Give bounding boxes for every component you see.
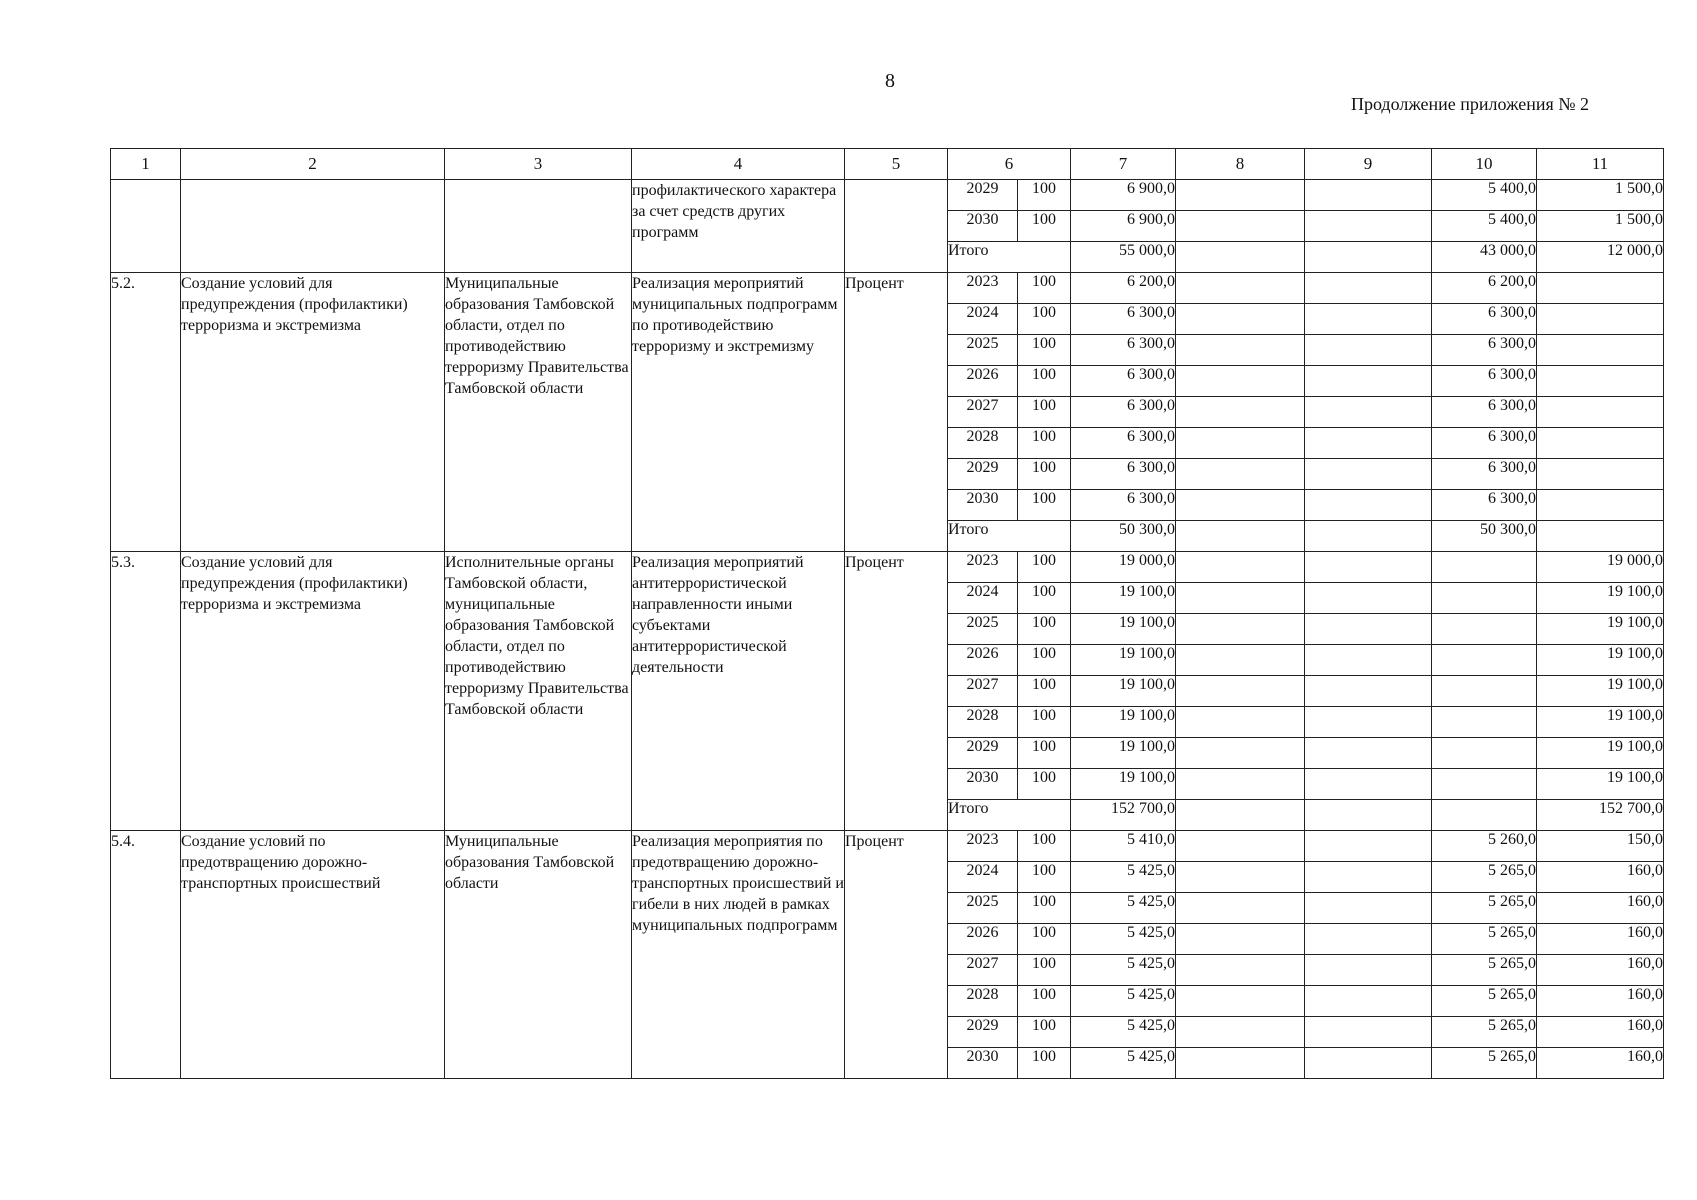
amount-col8-cell — [1176, 769, 1305, 800]
amount-col9-cell — [1305, 180, 1432, 211]
amount-col9-cell — [1305, 211, 1432, 242]
percent-cell: 100 — [1018, 335, 1071, 366]
total-col9-cell — [1305, 242, 1432, 273]
total-col11-cell — [1537, 521, 1664, 552]
amount-col11-cell: 19 100,0 — [1537, 614, 1664, 645]
table-row — [111, 831, 1664, 862]
percent-cell: 100 — [1018, 614, 1071, 645]
amount-col9-cell — [1305, 304, 1432, 335]
amount-col11-cell — [1537, 397, 1664, 428]
amount-col10-cell — [1432, 614, 1537, 645]
percent-cell: 100 — [1018, 428, 1071, 459]
amount-col9-cell — [1305, 924, 1432, 955]
amount-total-cell: 6 300,0 — [1071, 428, 1176, 459]
amount-total-cell: 6 200,0 — [1071, 273, 1176, 304]
amount-total-cell: 6 300,0 — [1071, 459, 1176, 490]
year-cell: 2030 — [948, 1048, 1018, 1079]
column-number-row — [111, 149, 1664, 180]
amount-col11-cell: 160,0 — [1537, 924, 1664, 955]
activity-cell: Реализация мероприятий антитеррористической направленности иными субъектами антитеррористической деятельности — [632, 552, 845, 831]
percent-cell: 100 — [1018, 955, 1071, 986]
amount-col8-cell — [1176, 1048, 1305, 1079]
amount-total-cell: 5 425,0 — [1071, 1048, 1176, 1079]
amount-col8-cell — [1176, 397, 1305, 428]
amount-col8-cell — [1176, 304, 1305, 335]
amount-col11-cell: 160,0 — [1537, 1048, 1664, 1079]
amount-col11-cell: 150,0 — [1537, 831, 1664, 862]
amount-col10-cell: 6 300,0 — [1432, 335, 1537, 366]
amount-col8-cell — [1176, 924, 1305, 955]
amount-col9-cell — [1305, 831, 1432, 862]
amount-col9-cell — [1305, 769, 1432, 800]
amount-col8-cell — [1176, 831, 1305, 862]
amount-col11-cell: 160,0 — [1537, 986, 1664, 1017]
amount-col11-cell: 160,0 — [1537, 955, 1664, 986]
year-cell: 2024 — [948, 583, 1018, 614]
amount-col9-cell — [1305, 335, 1432, 366]
amount-col11-cell: 19 100,0 — [1537, 645, 1664, 676]
row-number-cell: 5.3. — [111, 552, 181, 831]
amount-col10-cell: 5 265,0 — [1432, 986, 1537, 1017]
amount-col9-cell — [1305, 1017, 1432, 1048]
amount-total-cell: 19 100,0 — [1071, 769, 1176, 800]
percent-cell: 100 — [1018, 924, 1071, 955]
measure-name-cell: Создание условий по предотвращению дорожно-транспортных происшествий — [181, 831, 445, 1079]
percent-cell: 100 — [1018, 986, 1071, 1017]
amount-col11-cell — [1537, 428, 1664, 459]
total-label: Итого — [948, 521, 1071, 552]
amount-total-cell: 19 000,0 — [1071, 552, 1176, 583]
unit-cell — [845, 180, 948, 273]
amount-total-cell: 19 100,0 — [1071, 738, 1176, 769]
amount-col9-cell — [1305, 428, 1432, 459]
amount-col11-cell — [1537, 490, 1664, 521]
year-cell: 2023 — [948, 831, 1018, 862]
amount-col10-cell: 5 400,0 — [1432, 211, 1537, 242]
total-col8-cell — [1176, 242, 1305, 273]
amount-col8-cell — [1176, 459, 1305, 490]
executor-cell: Исполнительные органы Тамбовской области, муниципальные образования Тамбовской области, отдел по противодействию терроризму Правительства Тамбовской области — [445, 552, 632, 831]
amount-col10-cell: 5 400,0 — [1432, 180, 1537, 211]
table-body — [111, 180, 1664, 1079]
amount-col9-cell — [1305, 490, 1432, 521]
total-amount-cell: 152 700,0 — [1071, 800, 1176, 831]
year-cell: 2024 — [948, 304, 1018, 335]
measure-name-cell: Создание условий для предупреждения (профилактики) терроризма и экстремизма — [181, 273, 445, 552]
amount-col8-cell — [1176, 676, 1305, 707]
amount-total-cell: 5 425,0 — [1071, 1017, 1176, 1048]
measure-name-cell — [181, 180, 445, 273]
year-cell: 2030 — [948, 769, 1018, 800]
percent-cell: 100 — [1018, 738, 1071, 769]
amount-col8-cell — [1176, 211, 1305, 242]
column-header: 8 — [1176, 149, 1305, 180]
amount-col8-cell — [1176, 645, 1305, 676]
amount-col8-cell — [1176, 614, 1305, 645]
year-cell: 2023 — [948, 552, 1018, 583]
total-col9-cell — [1305, 800, 1432, 831]
amount-col9-cell — [1305, 459, 1432, 490]
percent-cell: 100 — [1018, 707, 1071, 738]
year-cell: 2028 — [948, 428, 1018, 459]
amount-col11-cell — [1537, 273, 1664, 304]
amount-col9-cell — [1305, 614, 1432, 645]
percent-cell: 100 — [1018, 893, 1071, 924]
amount-col8-cell — [1176, 738, 1305, 769]
amount-col10-cell — [1432, 676, 1537, 707]
amount-col11-cell: 160,0 — [1537, 862, 1664, 893]
amount-col8-cell — [1176, 552, 1305, 583]
year-cell: 2027 — [948, 397, 1018, 428]
amount-col9-cell — [1305, 552, 1432, 583]
year-cell: 2023 — [948, 273, 1018, 304]
unit-cell: Процент — [845, 831, 948, 1079]
executor-cell: Муниципальные образования Тамбовской области — [445, 831, 632, 1079]
year-cell: 2029 — [948, 1017, 1018, 1048]
total-col10-cell: 50 300,0 — [1432, 521, 1537, 552]
percent-cell: 100 — [1018, 1048, 1071, 1079]
percent-cell: 100 — [1018, 211, 1071, 242]
amount-col8-cell — [1176, 893, 1305, 924]
amount-total-cell: 5 425,0 — [1071, 955, 1176, 986]
percent-cell: 100 — [1018, 304, 1071, 335]
amount-total-cell: 6 300,0 — [1071, 490, 1176, 521]
year-cell: 2028 — [948, 986, 1018, 1017]
amount-col10-cell: 6 300,0 — [1432, 428, 1537, 459]
amount-total-cell: 5 410,0 — [1071, 831, 1176, 862]
column-header: 3 — [445, 149, 632, 180]
unit-cell: Процент — [845, 552, 948, 831]
activity-cell: Реализация мероприятий муниципальных подпрограмм по противодействию терроризму и экстремизму — [632, 273, 845, 552]
executor-cell: Муниципальные образования Тамбовской области, отдел по противодействию терроризму Правительства Тамбовской области — [445, 273, 632, 552]
year-cell: 2024 — [948, 862, 1018, 893]
amount-col8-cell — [1176, 335, 1305, 366]
amount-col10-cell: 6 300,0 — [1432, 397, 1537, 428]
activity-cell: Реализация мероприятия по предотвращению дорожно-транспортных происшествий и гибели в них людей в рамках муниципальных подпрограмм — [632, 831, 845, 1079]
year-cell: 2029 — [948, 738, 1018, 769]
amount-col8-cell — [1176, 955, 1305, 986]
amount-col11-cell: 160,0 — [1537, 893, 1664, 924]
year-cell: 2026 — [948, 645, 1018, 676]
row-number-cell: 5.4. — [111, 831, 181, 1079]
amount-col8-cell — [1176, 862, 1305, 893]
amount-col11-cell: 19 000,0 — [1537, 552, 1664, 583]
total-amount-cell: 50 300,0 — [1071, 521, 1176, 552]
amount-col10-cell: 5 265,0 — [1432, 893, 1537, 924]
year-cell: 2027 — [948, 676, 1018, 707]
amount-col8-cell — [1176, 428, 1305, 459]
continuation-caption: Продолжение приложения № 2 — [1350, 94, 1589, 114]
column-header: 9 — [1305, 149, 1432, 180]
percent-cell: 100 — [1018, 397, 1071, 428]
amount-total-cell: 19 100,0 — [1071, 583, 1176, 614]
column-header: 7 — [1071, 149, 1176, 180]
amount-col10-cell: 5 265,0 — [1432, 955, 1537, 986]
amount-col11-cell — [1537, 335, 1664, 366]
amount-col10-cell — [1432, 645, 1537, 676]
amount-col10-cell: 6 300,0 — [1432, 490, 1537, 521]
amount-col8-cell — [1176, 490, 1305, 521]
percent-cell: 100 — [1018, 676, 1071, 707]
amount-col10-cell: 5 265,0 — [1432, 1048, 1537, 1079]
column-header: 6 — [948, 149, 1071, 180]
table-row — [111, 552, 1664, 583]
amount-total-cell: 6 300,0 — [1071, 304, 1176, 335]
amount-total-cell: 6 900,0 — [1071, 180, 1176, 211]
total-col11-cell: 152 700,0 — [1537, 800, 1664, 831]
year-cell: 2026 — [948, 924, 1018, 955]
amount-col9-cell — [1305, 986, 1432, 1017]
row-number-cell: 5.2. — [111, 273, 181, 552]
table-row — [111, 180, 1664, 211]
amount-col10-cell — [1432, 552, 1537, 583]
amount-total-cell: 19 100,0 — [1071, 645, 1176, 676]
percent-cell: 100 — [1018, 180, 1071, 211]
percent-cell: 100 — [1018, 490, 1071, 521]
amount-col8-cell — [1176, 273, 1305, 304]
amount-col10-cell: 5 265,0 — [1432, 924, 1537, 955]
amount-col11-cell: 19 100,0 — [1537, 738, 1664, 769]
year-cell: 2026 — [948, 366, 1018, 397]
year-cell: 2028 — [948, 707, 1018, 738]
amount-col8-cell — [1176, 180, 1305, 211]
amount-col10-cell: 6 300,0 — [1432, 459, 1537, 490]
amount-total-cell: 5 425,0 — [1071, 862, 1176, 893]
year-cell: 2029 — [948, 180, 1018, 211]
year-cell: 2027 — [948, 955, 1018, 986]
percent-cell: 100 — [1018, 831, 1071, 862]
amount-col8-cell — [1176, 986, 1305, 1017]
column-header: 11 — [1537, 149, 1664, 180]
year-cell: 2030 — [948, 211, 1018, 242]
amount-col9-cell — [1305, 1048, 1432, 1079]
total-col10-cell — [1432, 800, 1537, 831]
column-header: 2 — [181, 149, 445, 180]
amount-total-cell: 5 425,0 — [1071, 893, 1176, 924]
column-header: 5 — [845, 149, 948, 180]
amount-col10-cell: 5 265,0 — [1432, 1017, 1537, 1048]
total-label: Итого — [948, 800, 1071, 831]
unit-cell: Процент — [845, 273, 948, 552]
amount-col8-cell — [1176, 1017, 1305, 1048]
amount-total-cell: 6 300,0 — [1071, 397, 1176, 428]
program-table — [110, 148, 1664, 1079]
amount-col11-cell — [1537, 304, 1664, 335]
amount-col9-cell — [1305, 397, 1432, 428]
amount-total-cell: 5 425,0 — [1071, 986, 1176, 1017]
amount-col10-cell: 5 265,0 — [1432, 862, 1537, 893]
measure-name-cell: Создание условий для предупреждения (профилактики) терроризма и экстремизма — [181, 552, 445, 831]
column-header: 10 — [1432, 149, 1537, 180]
amount-col8-cell — [1176, 583, 1305, 614]
amount-total-cell: 6 900,0 — [1071, 211, 1176, 242]
activity-cell: профилактического характера за счет средств других программ — [632, 180, 845, 273]
percent-cell: 100 — [1018, 583, 1071, 614]
amount-total-cell: 19 100,0 — [1071, 707, 1176, 738]
total-col11-cell: 12 000,0 — [1537, 242, 1664, 273]
total-col8-cell — [1176, 521, 1305, 552]
year-cell: 2025 — [948, 335, 1018, 366]
column-header: 1 — [111, 149, 181, 180]
amount-total-cell: 6 300,0 — [1071, 335, 1176, 366]
amount-total-cell: 6 300,0 — [1071, 366, 1176, 397]
percent-cell: 100 — [1018, 366, 1071, 397]
table-row — [111, 273, 1664, 304]
amount-col11-cell: 1 500,0 — [1537, 180, 1664, 211]
amount-total-cell: 19 100,0 — [1071, 614, 1176, 645]
amount-total-cell: 5 425,0 — [1071, 924, 1176, 955]
year-cell: 2030 — [948, 490, 1018, 521]
amount-col9-cell — [1305, 862, 1432, 893]
amount-col10-cell — [1432, 707, 1537, 738]
percent-cell: 100 — [1018, 645, 1071, 676]
row-number-cell — [111, 180, 181, 273]
amount-col9-cell — [1305, 583, 1432, 614]
amount-col11-cell: 19 100,0 — [1537, 583, 1664, 614]
amount-col10-cell: 6 300,0 — [1432, 366, 1537, 397]
amount-total-cell: 19 100,0 — [1071, 676, 1176, 707]
page-number: 8 — [885, 70, 895, 92]
amount-col10-cell — [1432, 738, 1537, 769]
percent-cell: 100 — [1018, 862, 1071, 893]
total-amount-cell: 55 000,0 — [1071, 242, 1176, 273]
amount-col9-cell — [1305, 707, 1432, 738]
executor-cell — [445, 180, 632, 273]
total-col8-cell — [1176, 800, 1305, 831]
column-header: 4 — [632, 149, 845, 180]
amount-col11-cell: 19 100,0 — [1537, 676, 1664, 707]
amount-col10-cell: 6 300,0 — [1432, 304, 1537, 335]
year-cell: 2025 — [948, 614, 1018, 645]
amount-col11-cell: 19 100,0 — [1537, 769, 1664, 800]
total-col9-cell — [1305, 521, 1432, 552]
year-cell: 2029 — [948, 459, 1018, 490]
amount-col9-cell — [1305, 645, 1432, 676]
amount-col11-cell — [1537, 459, 1664, 490]
percent-cell: 100 — [1018, 1017, 1071, 1048]
year-cell: 2025 — [948, 893, 1018, 924]
amount-col8-cell — [1176, 707, 1305, 738]
percent-cell: 100 — [1018, 552, 1071, 583]
amount-col9-cell — [1305, 366, 1432, 397]
total-col10-cell: 43 000,0 — [1432, 242, 1537, 273]
amount-col11-cell: 19 100,0 — [1537, 707, 1664, 738]
amount-col10-cell: 6 200,0 — [1432, 273, 1537, 304]
amount-col8-cell — [1176, 366, 1305, 397]
amount-col9-cell — [1305, 738, 1432, 769]
amount-col9-cell — [1305, 273, 1432, 304]
amount-col10-cell — [1432, 583, 1537, 614]
percent-cell: 100 — [1018, 273, 1071, 304]
amount-col10-cell: 5 260,0 — [1432, 831, 1537, 862]
amount-col9-cell — [1305, 676, 1432, 707]
amount-col10-cell — [1432, 769, 1537, 800]
amount-col9-cell — [1305, 893, 1432, 924]
percent-cell: 100 — [1018, 769, 1071, 800]
total-label: Итого — [948, 242, 1071, 273]
amount-col11-cell — [1537, 366, 1664, 397]
amount-col9-cell — [1305, 955, 1432, 986]
amount-col11-cell: 160,0 — [1537, 1017, 1664, 1048]
percent-cell: 100 — [1018, 459, 1071, 490]
amount-col11-cell: 1 500,0 — [1537, 211, 1664, 242]
